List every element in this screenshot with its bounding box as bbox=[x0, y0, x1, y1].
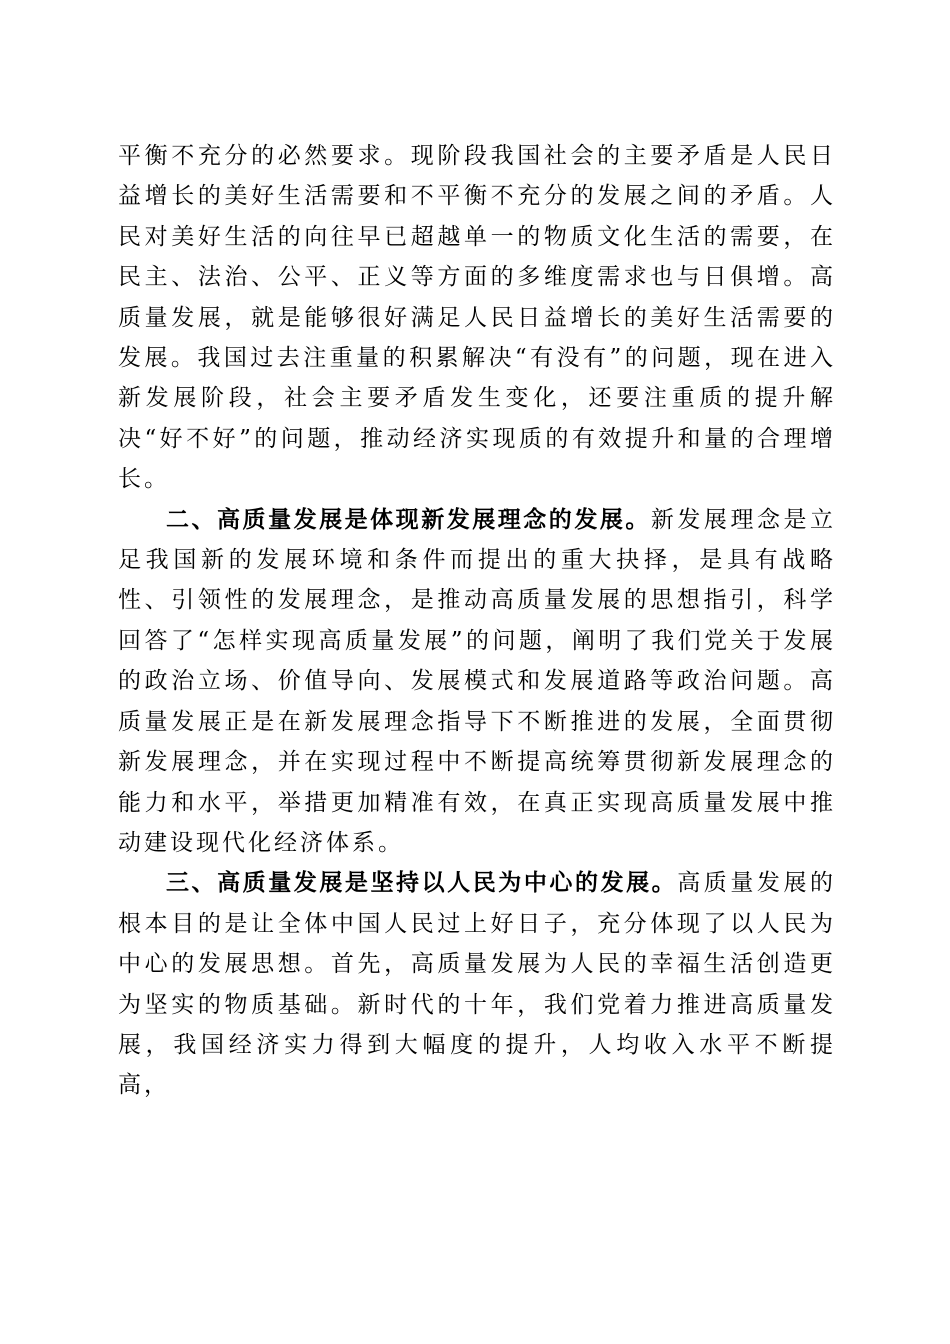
paragraph-3 bbox=[118, 863, 836, 1105]
paragraph-1 bbox=[118, 136, 836, 500]
paragraph-2 bbox=[118, 500, 836, 864]
paragraph-2-text: 新发展理念是立足我国新的发展环境和条件而提出的重大抉择，是具有战略性、引领性的发展理念，是推动高质量发展的思想指引，科学回答了“怎样实现高质量发展”的问题，阐明了我们党关于发展的政治立场、价值导向、发展模式和发展道路等政治问题。高质量发展正是在新发展理念指导下不断推进的发展，全面贯彻新发展理念，并在实现过程中不断提高统筹贯彻新发展理念的能力和水平，举措更加精准有效，在真正实现高质量发展中推动建设现代化经济体系。 bbox=[118, 506, 837, 856]
paragraph-2-heading: 二、高质量发展是体现新发展理念的发展。 bbox=[166, 506, 651, 533]
paragraph-3-heading: 三、高质量发展是坚持以人民为中心的发展。 bbox=[166, 870, 678, 897]
paragraph-3-text: 高质量发展的根本目的是让全体中国人民过上好日子，充分体现了以人民为中心的发展思想。首先，高质量发展为人民的幸福生活创造更为坚实的物质基础。新时代的十年，我们党着力推进高质量发展，我国经济实力得到大幅度的提升，人均收入水平不断提高， bbox=[118, 870, 837, 1099]
document-body bbox=[118, 136, 836, 1106]
paragraph-1-text: 平衡不充分的必然要求。现阶段我国社会的主要矛盾是人民日益增长的美好生活需要和不平衡不充分的发展之间的矛盾。人民对美好生活的向往早已超越单一的物质文化生活的需要，在民主、法治、公平、正义等方面的多维度需求也与日俱增。高质量发展，就是能够很好满足人民日益增长的美好生活需要的发展。我国过去注重量的积累解决“有没有”的问题，现在进入新发展阶段，社会主要矛盾发生变化，还要注重质的提升解决“好不好”的问题，推动经济实现质的有效提升和量的合理增长。 bbox=[118, 143, 836, 493]
